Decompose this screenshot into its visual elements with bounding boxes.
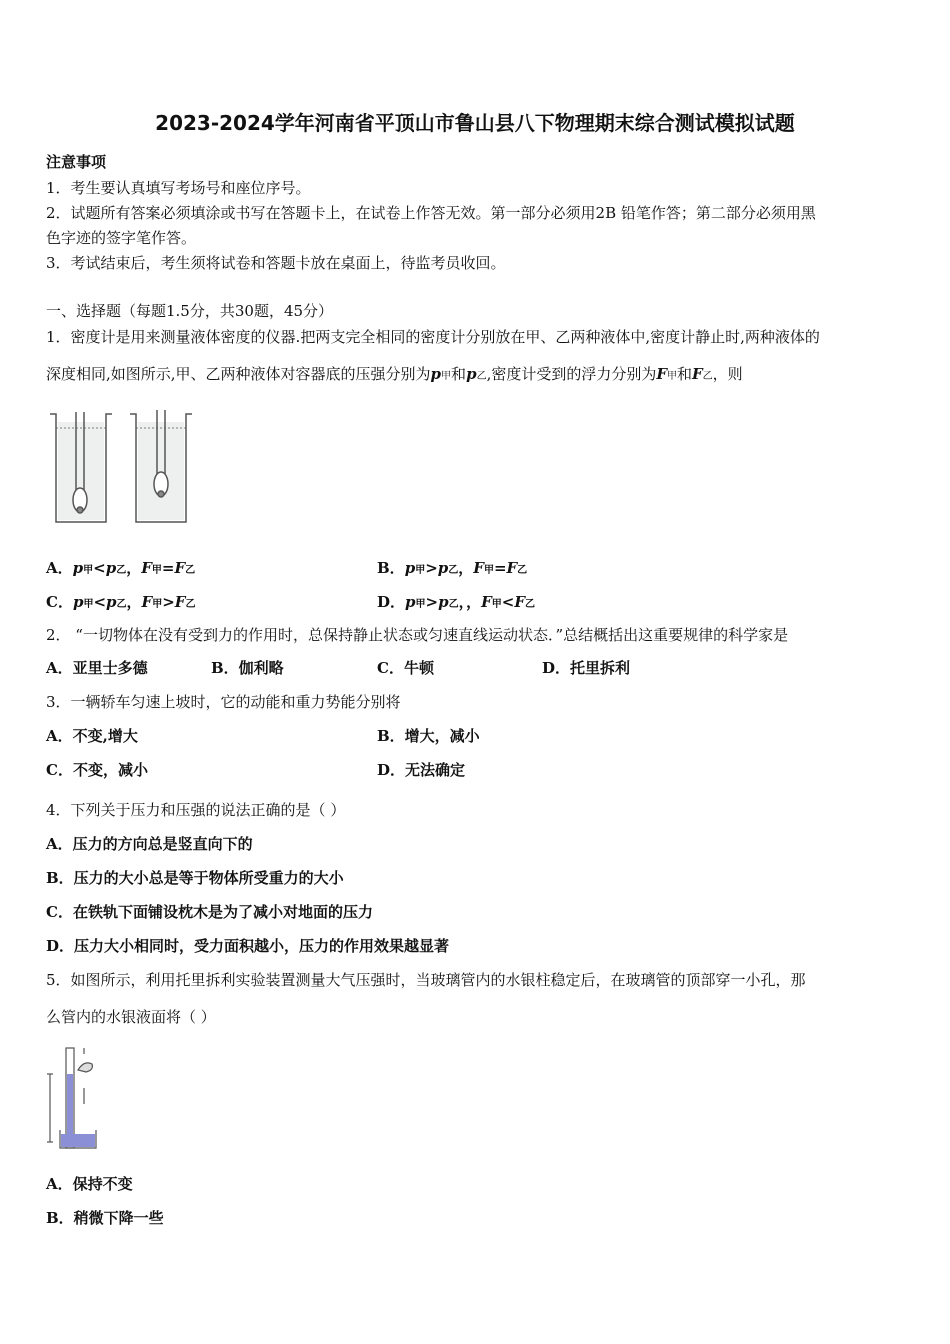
q5-option-b[interactable]: B．稍微下降一些 xyxy=(46,1209,164,1227)
q5-stem-line2: 么管内的水银液面将（ ） xyxy=(46,1008,216,1026)
page-title: 2023-2024学年河南省平顶山市鲁山县八下物理期末综合测试模拟试题 xyxy=(155,111,795,135)
q3-option-a[interactable]: A．不变,增大 xyxy=(46,727,138,745)
notice-item: 3．考试结束后，考生须将试卷和答题卡放在桌面上，待监考员收回。 xyxy=(46,254,506,272)
q4-stem: 4．下列关于压力和压强的说法正确的是（ ） xyxy=(46,801,346,819)
container-yi xyxy=(130,410,192,522)
q1-option-a[interactable]: A．p甲<p乙，F甲=F乙 xyxy=(46,559,196,577)
q4-option-a[interactable]: A．压力的方向总是竖直向下的 xyxy=(46,835,253,853)
q3-option-b[interactable]: B．增大，减小 xyxy=(377,727,480,745)
section-heading: 一、选择题（每题1.5分，共30题，45分） xyxy=(46,302,334,320)
q4-option-b[interactable]: B．压力的大小总是等于物体所受重力的大小 xyxy=(46,869,344,887)
q1-stem-line1: 1．密度计是用来测量液体密度的仪器.把两支完全相同的密度计分别放在甲、乙两种液体中,密度计静止时,两种液体的 xyxy=(46,328,820,346)
q3-stem: 3．一辆轿车匀速上坡时，它的动能和重力势能分别将 xyxy=(46,693,401,711)
q1-option-d[interactable]: D．p甲>p乙，，F甲<F乙 xyxy=(377,593,535,611)
q3-option-c[interactable]: C．不变，减小 xyxy=(46,761,148,779)
q4-option-d[interactable]: D．压力大小相同时，受力面积越小，压力的作用效果越显著 xyxy=(46,937,450,955)
q1-stem-line2: 深度相同,如图所示,甲、乙两种液体对容器底的压强分别为p甲和p乙,密度计受到的浮力分别为F甲和F乙，则 xyxy=(46,365,743,383)
q1-figure-hydrometers xyxy=(46,408,206,534)
notice-item: 2．试题所有答案必须填涂或书写在答题卡上，在试卷上作答无效。第一部分必须用2B 铅笔作答；第二部分必须用黑 xyxy=(46,204,816,222)
notice-item: 色字迹的签字笔作答。 xyxy=(46,229,197,247)
q2-option-c[interactable]: C．牛顿 xyxy=(377,659,434,677)
q5-stem-line1: 5．如图所示，利用托里拆利实验装置测量大气压强时，当玻璃管内的水银柱稳定后，在玻璃管的顶部穿一小孔，那 xyxy=(46,971,806,989)
q2-option-a[interactable]: A．亚里士多德 xyxy=(46,659,148,677)
q5-figure-torricelli xyxy=(44,1044,114,1156)
q1-option-c[interactable]: C．p甲<p乙，F甲>F乙 xyxy=(46,593,196,611)
q5-option-a[interactable]: A．保持不变 xyxy=(46,1175,133,1193)
q3-option-d[interactable]: D．无法确定 xyxy=(377,761,466,779)
q2-stem: 2． “一切物体在没有受到力的作用时，总保持静止状态或匀速直线运动状态．”总结概括出这重要规律的科学家是 xyxy=(46,626,789,644)
q2-option-d[interactable]: D．托里拆利 xyxy=(542,659,631,677)
q4-option-c[interactable]: C．在铁轨下面铺设枕木是为了减小对地面的压力 xyxy=(46,903,373,921)
q2-option-b[interactable]: B．伽利略 xyxy=(211,659,284,677)
container-jia xyxy=(50,412,112,522)
notice-item: 1．考生要认真填写考场号和座位序号。 xyxy=(46,179,311,197)
q1-option-b[interactable]: B．p甲>p乙，F甲=F乙 xyxy=(377,559,528,577)
notice-heading: 注意事项 xyxy=(46,153,107,171)
